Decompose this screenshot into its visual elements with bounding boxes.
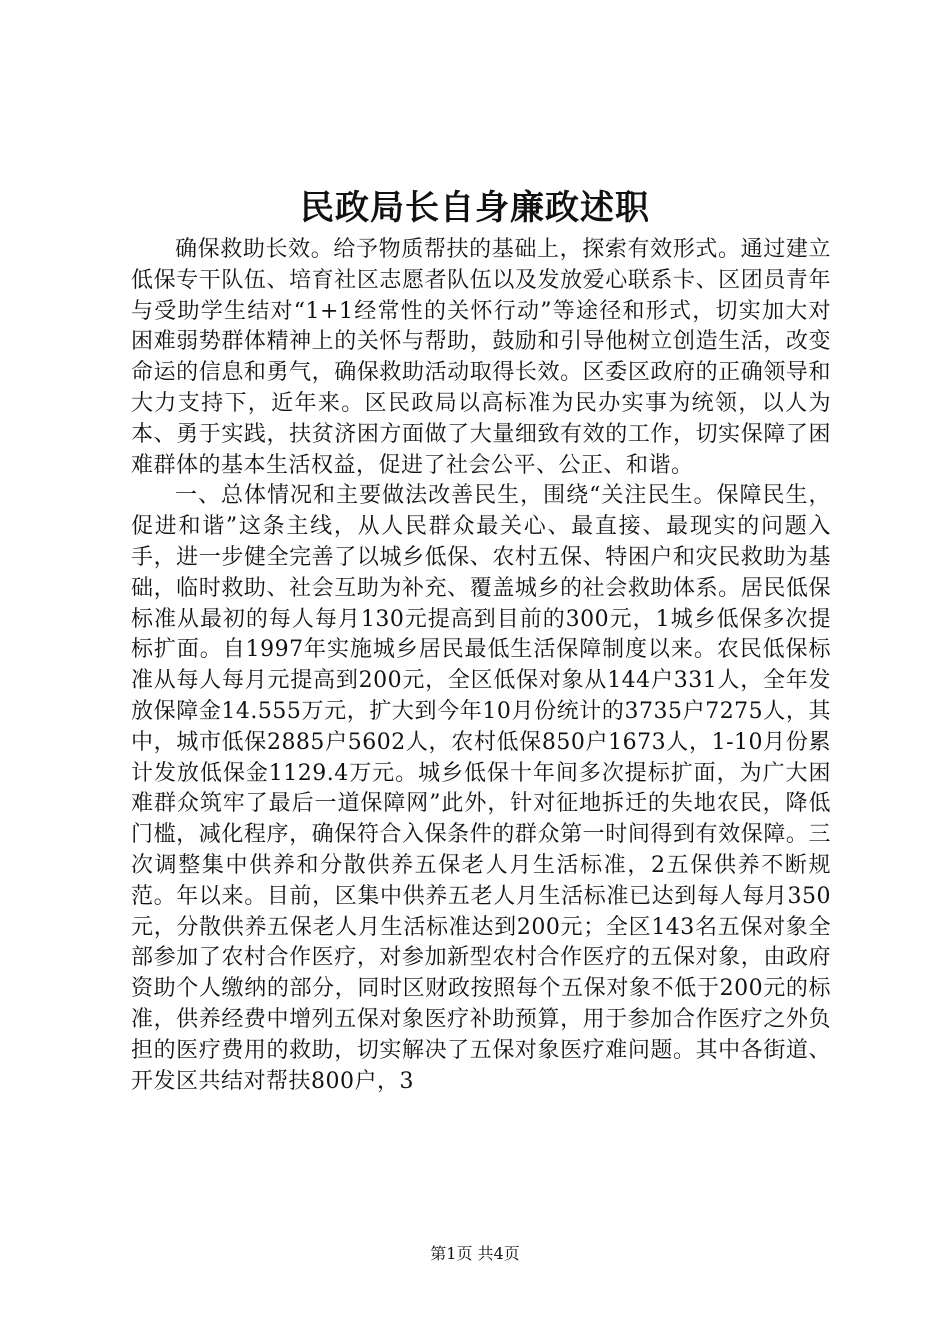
paragraph: 一、总体情况和主要做法改善民生，围绕“关注民生。保障民生，促进和谐”这条主线，从人民群众最关心、最直接、最现实的问题入手，进一步健全完善了以城乡低保、农村五保、特困户和灾民救助为基础，临时救助、社会互助为补充、覆盖城乡的社会救助体系。居民低保标准从最初的每人每月130元提高到目前的300元，1城乡低保多次提标扩面。自1997年实施城乡居民最低生活保障制度以来。农民低保标准从每人每月元提高到200元，全区低保对象从144户331人，全年发放保障金14.555万元，扩大到今年10月份统计的3735户7275人，其中，城市低保2885户5602人，农村低保850户1673人，1-10月份累计发放低保金1129.4万元。城乡低保十年间多次提标扩面，为广大困难群众筑牢了最后一道保障网”此外，针对征地拆迁的失地农民，降低门槛，减化程序，确保符合入保条件的群众第一时间得到有效保障。三次调整集中供养和分散供养五保老人月生活标准，2五保供养不断规范。年以来。目前，区集中供养五老人月生活标准已达到每人每月350元，分散供养五保老人月生活标准达到200元；全区143名五保对象全部参加了农村合作医疗，对参加新型农村合作医疗的五保对象，由政府资助个人缴纳的部分，同时区财政按照每个五保对象不低于200元的标准，供养经费中增列五保对象医疗补助预算，用于参加合作医疗之外负担的医疗费用的救助，切实解决了五保对象医疗难问题。其中各街道、开发区共结对帮扶800户，3 [131,483,831,1094]
document-body [131,235,831,1097]
page-footer: 第1页 共4页 [430,1244,520,1263]
document-title: 民政局长自身廉政述职 [300,188,650,228]
paragraph: 确保救助长效。给予物质帮扶的基础上，探索有效形式。通过建立低保专干队伍、培育社区志愿者队伍以及发放爱心联系卡、区团员青年与受助学生结对“1+1经常性的关怀行动”等途径和形式，切实加大对困难弱势群体精神上的关怀与帮助，鼓励和引导他树立创造生活，改变命运的信息和勇气，确保救助活动取得长效。区委区政府的正确领导和大力支持下，近年来。区民政局以高标准为民办实事为统领，以人为本、勇于实践，扶贫济困方面做了大量细致有效的工作，切实保障了困难群体的基本生活权益，促进了社会公平、公正、和谐。 [131,237,831,478]
